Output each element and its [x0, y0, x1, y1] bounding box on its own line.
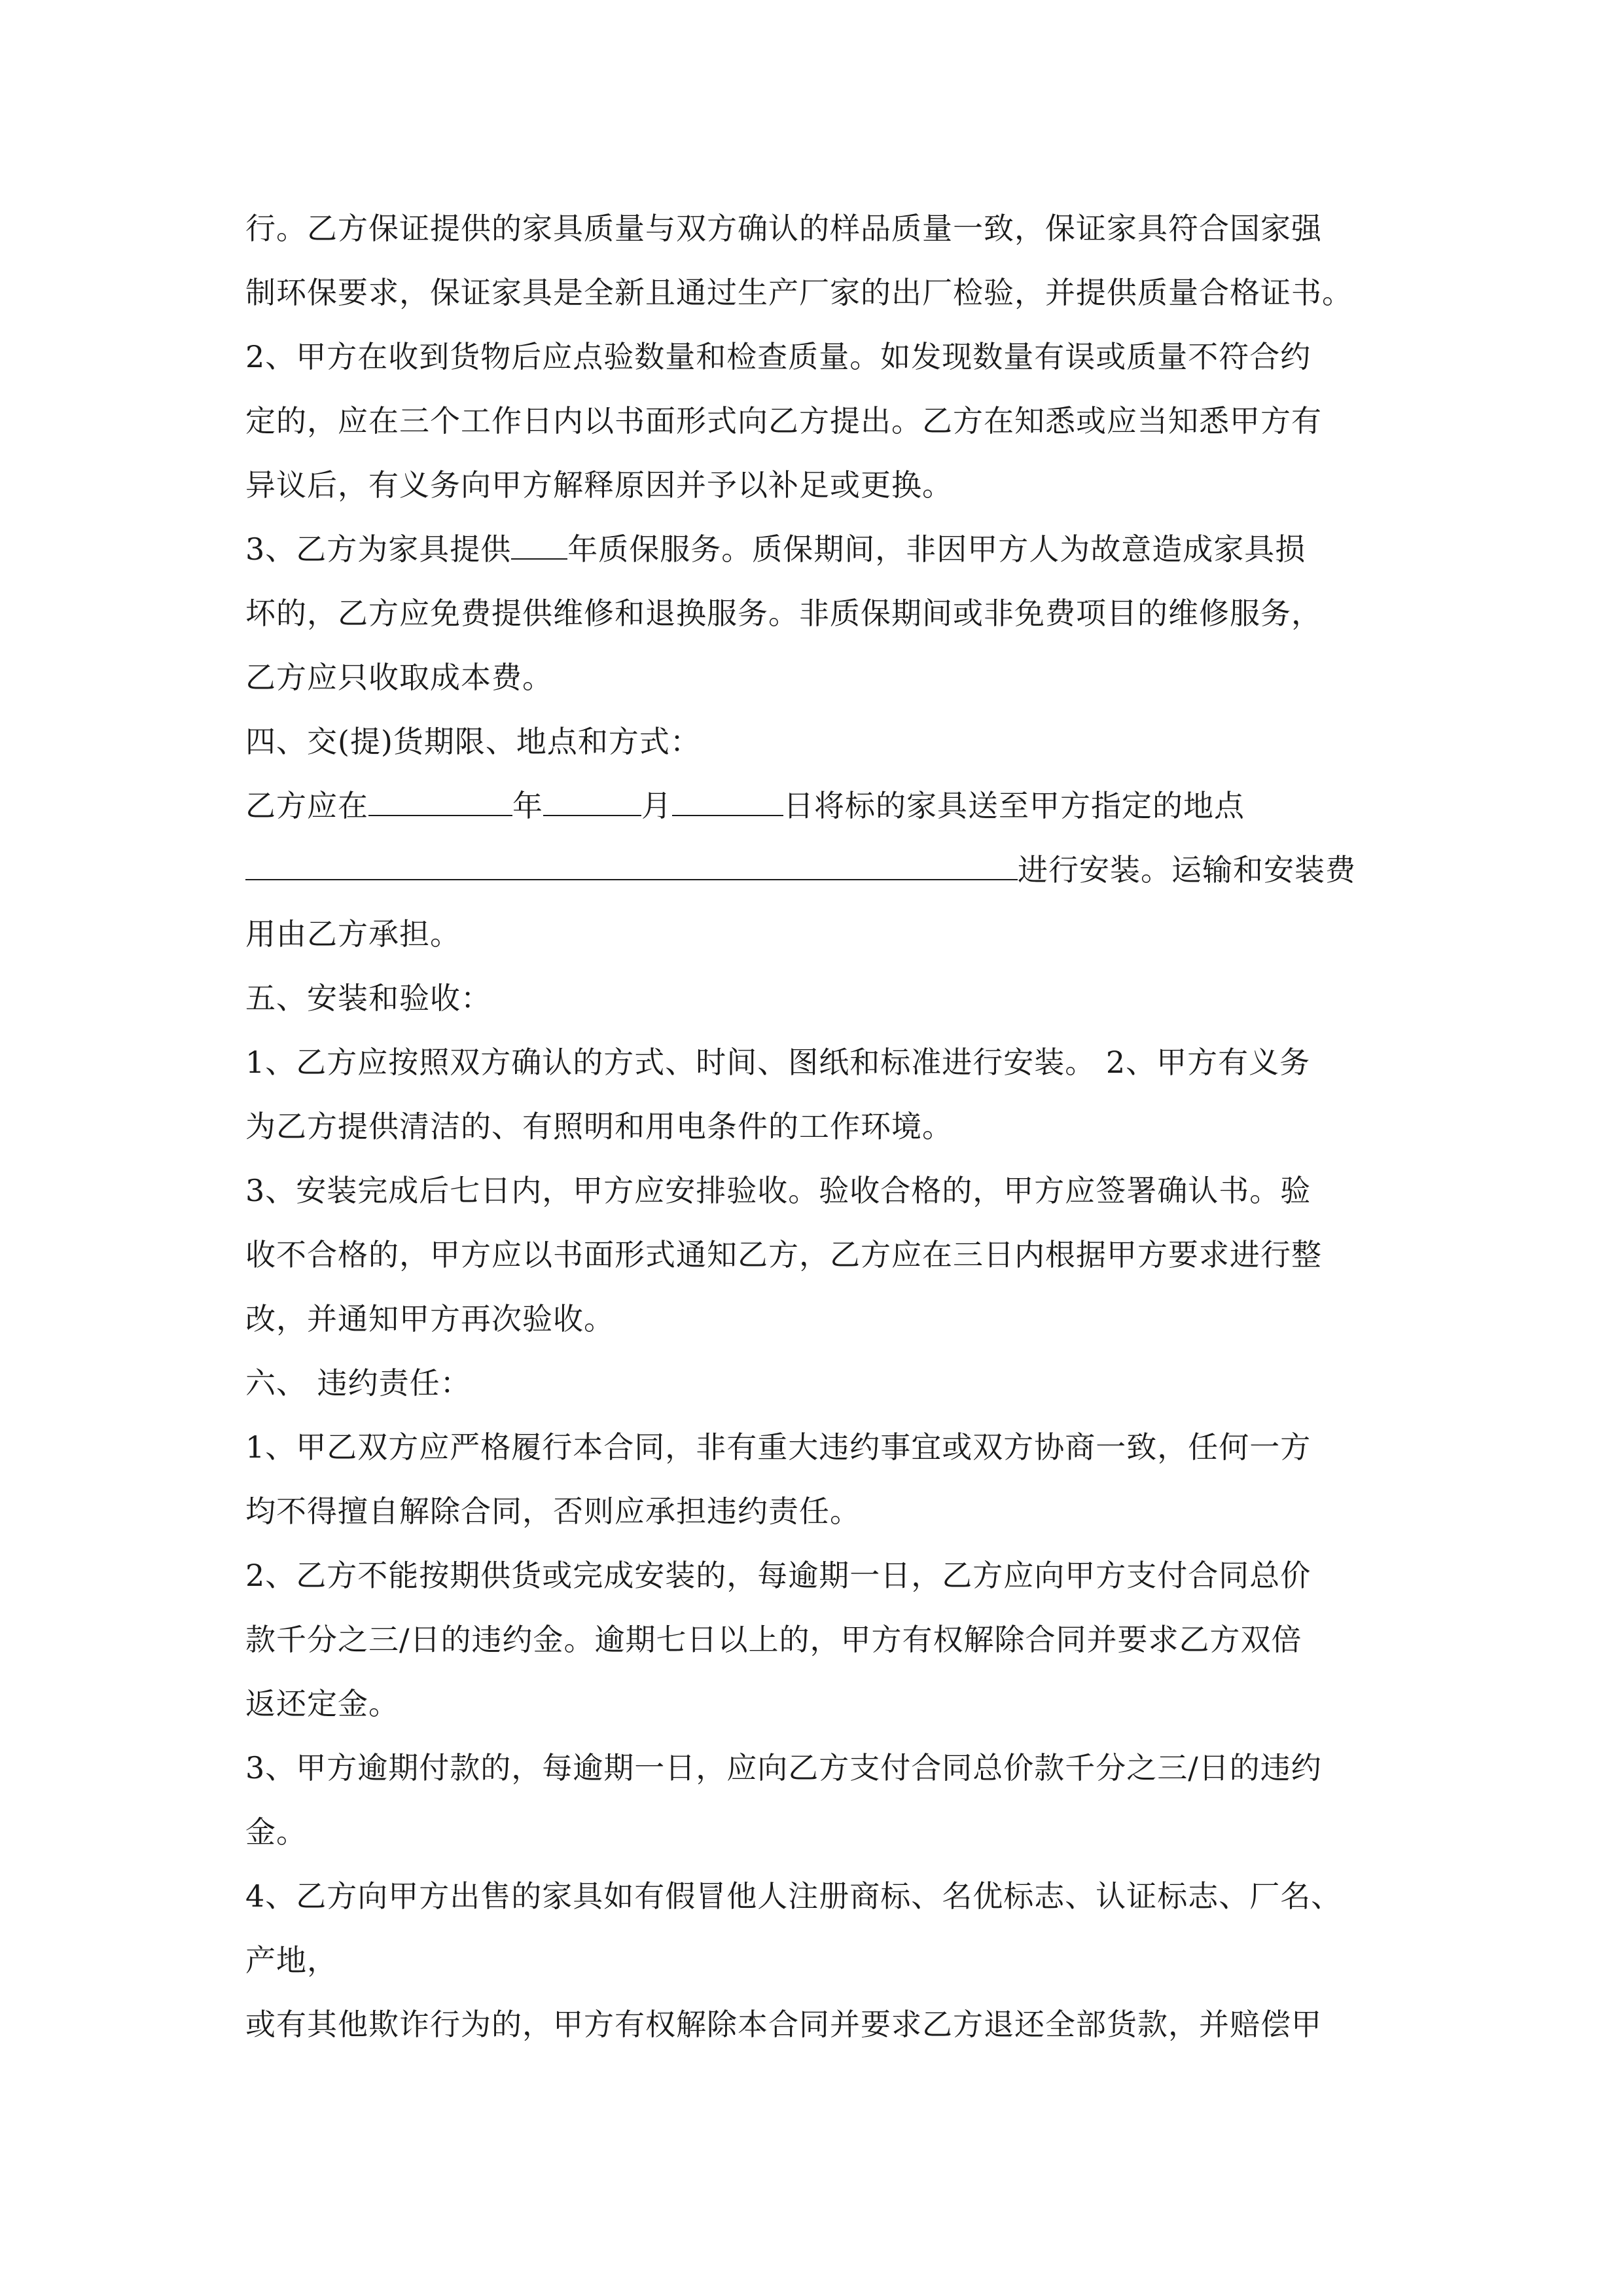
month-label: 月 — [641, 788, 672, 823]
text-line-late-payment-end: 金。 — [245, 1814, 307, 1850]
text-line-cost: 乙方应只收取成本费。 — [245, 660, 553, 695]
delivery-day-blank[interactable] — [672, 785, 783, 816]
text-line-quality: 行。乙方保证提供的家具质量与双方确认的样品质量一致，保证家具符合国家强 — [245, 211, 1322, 246]
text-line-penalty: 款千分之三/日的违约金。逾期七日以上的，甲方有权解除合同并要求乙方双倍 — [245, 1622, 1302, 1657]
clause-1-installation: 1、乙方应按照双方确认的方式、时间、图纸和标准进行安装。 2、甲方有义务 — [245, 1045, 1311, 1080]
clause-4-counterfeit: 4、乙方向甲方出售的家具如有假冒他人注册商标、名优标志、认证标志、厂名、 — [245, 1878, 1342, 1914]
warranty-text-before: 3、乙方为家具提供 — [245, 531, 512, 567]
text-line-fraud: 或有其他欺诈行为的，甲方有权解除本合同并要求乙方退还全部货款，并赔偿甲 — [245, 2007, 1322, 2042]
clause-2-late-delivery: 2、乙方不能按期供货或完成安装的，每逾期一日，乙方应向甲方支付合同总价 — [245, 1558, 1311, 1593]
contract-body — [245, 196, 1397, 2056]
clause-2-inspection: 2、甲方在收到货物后应点验数量和检查质量。如发现数量有误或质量不符合约 — [245, 339, 1311, 374]
section-4-heading: 四、交(提)货期限、地点和方式： — [245, 724, 701, 759]
warranty-text-after: 年质保服务。质保期间，非因甲方人为故意造成家具损 — [567, 531, 1306, 567]
text-line-replacement: 异议后，有义务向甲方解释原因并予以补足或更换。 — [245, 467, 953, 503]
text-line-environment: 制环保要求，保证家具是全新且通过生产厂家的出厂检验，并提供质量合格证书。 — [245, 275, 1353, 310]
delivery-place-line — [245, 838, 1397, 902]
delivery-year-blank[interactable] — [368, 785, 512, 816]
install-text: 进行安装。运输和安装费 — [1018, 852, 1356, 888]
text-line-repair: 坏的，乙方应免费提供维修和退换服务。非质保期间或非免费项目的维修服务， — [245, 596, 1322, 631]
text-line-origin: 产地， — [245, 1943, 338, 1978]
delivery-date-line — [245, 774, 1397, 838]
text-line-rectification: 收不合格的，甲方应以书面形式通知乙方，乙方应在三日内根据甲方要求进行整 — [245, 1237, 1322, 1272]
clause-3-late-payment: 3、甲方逾期付款的，每逾期一日，应向乙方支付合同总价款千分之三/日的违约 — [245, 1750, 1322, 1785]
text-line-deposit: 返还定金。 — [245, 1686, 399, 1721]
clause-1-performance: 1、甲乙双方应严格履行本合同，非有重大违约事宜或双方协商一致，任何一方 — [245, 1429, 1311, 1465]
text-line-reacceptance: 改，并通知甲方再次验收。 — [245, 1301, 615, 1336]
text-line-objection: 定的，应在三个工作日内以书面形式向乙方提出。乙方在知悉或应当知悉甲方有 — [245, 403, 1322, 439]
text-line-work-environment: 为乙方提供清洁的、有照明和用电条件的工作环境。 — [245, 1109, 953, 1144]
warranty-years-blank[interactable] — [511, 528, 567, 560]
year-label: 年 — [512, 788, 543, 823]
text-line-transport-cost: 用由乙方承担。 — [245, 916, 461, 952]
section-5-heading: 五、安装和验收： — [245, 980, 491, 1016]
clause-3-acceptance: 3、安装完成后七日内，甲方应安排验收。验收合格的，甲方应签署确认书。验 — [245, 1173, 1311, 1208]
section-6-heading: 六、 违约责任： — [245, 1365, 471, 1401]
delivery-text-end: 日将标的家具送至甲方指定的地点 — [783, 788, 1245, 823]
delivery-month-blank[interactable] — [543, 785, 641, 816]
text-line-liability: 均不得擅自解除合同，否则应承担违约责任。 — [245, 1494, 861, 1529]
delivery-place-blank[interactable] — [245, 849, 1018, 880]
clause-3-warranty — [245, 517, 1397, 581]
delivery-text-start: 乙方应在 — [245, 788, 368, 823]
